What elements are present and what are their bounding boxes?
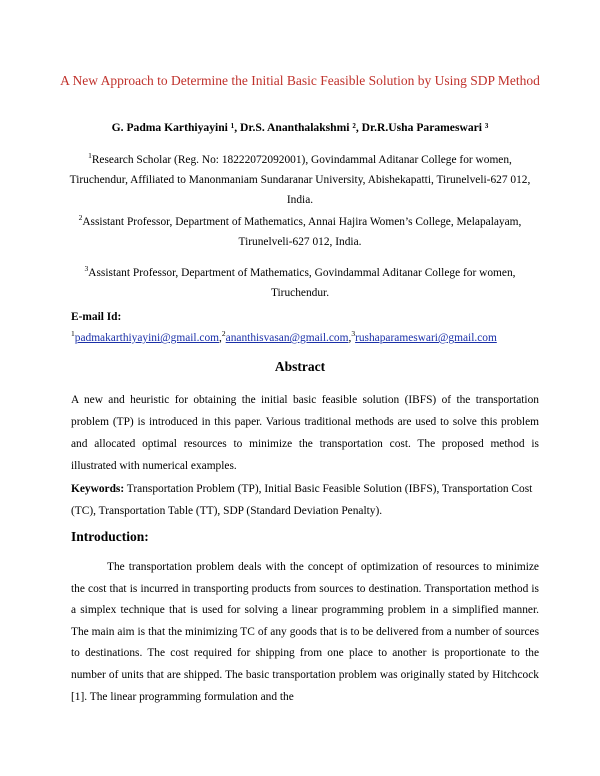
introduction-heading: Introduction: [71,529,149,544]
keywords-text: Transportation Problem (TP), Initial Basic Feasible Solution (IBFS), Transportation Cost (TC), Transportation Table (TT), SDP (Standard Deviation Penalty). [71,483,533,517]
email-link-3[interactable]: rushaparameswari@gmail.com [355,332,497,344]
author-list: G. Padma Karthiyayini ¹, Dr.S. Ananthalakshmi ², Dr.R.Usha Parameswari ³ [111,121,489,134]
abstract-heading: Abstract [274,359,326,374]
email-marker: 2 [221,329,226,339]
affiliation-text: Assistant Professor, Department of Mathematics, Govindammal Aditanar College for women, Tiruchendur. [88,267,516,299]
email-label: E-mail Id: [71,311,122,323]
paper-title: A New Approach to Determine the Initial Basic Feasible Solution by Using SDP Method [60,73,540,88]
email-link-1[interactable]: padmakarthiyayini@gmail.com [74,332,220,344]
keywords-label: Keywords: [71,483,125,495]
affiliation-marker: 1 [88,151,92,161]
keywords [71,478,539,522]
introduction-text: The transportation problem deals with the concept of optimization of resources to minimize the cost that is incurred in transporting products from sources to destination. Transportation method is a simplex technique that is used for solving a linear programming problem in a simplified manner. The main aim is that the minimizing TC of any goods that is to be delivered from a number of sources to destinations. The cost required for shipping from one place to another is proportionate to the number of units that are shipped. The basic transportation problem was originally stated by Hitchcock [1]. The linear programming formulation and the [71,561,539,703]
affiliation-marker: 3 [84,264,89,274]
abstract-text: A new and heuristic for obtaining the initial basic feasible solution (IBFS) of the transportation problem (TP) is introduced in this paper. Various traditional methods are used to solve this problem and allocated optimal resources to minimize the transportation cost. The proposed method is illustrated with numerical examples. [71,394,539,472]
email-list: $^1$padmakarthiyayini@gmail.com,$^2$ananthisvasan@gmail.com,$^3$rushaparameswari@gmail.com [71,329,497,344]
email-marker: 3 [351,329,356,339]
affiliation-2 [66,212,534,252]
affiliation-text: Research Scholar (Reg. No: 18222072092001), Govindammal Aditanar College for women, Tiruchendur, Affiliated to Manonmaniam Sundaranar University, Abishekapatti, Tirunelveli-627 012, India. [69,154,531,206]
email-link-2[interactable]: ananthisvasan@gmail.com [225,332,349,344]
affiliation-3 [66,263,534,303]
affiliation-1 [66,150,534,210]
affiliation-marker: 2 [78,213,83,223]
email-marker: 1 [71,329,75,339]
affiliation-text: Assistant Professor, Department of Mathematics, Annai Hajira Women’s College, Melapalayam, Tirunelveli-627 012, India. [82,216,522,248]
